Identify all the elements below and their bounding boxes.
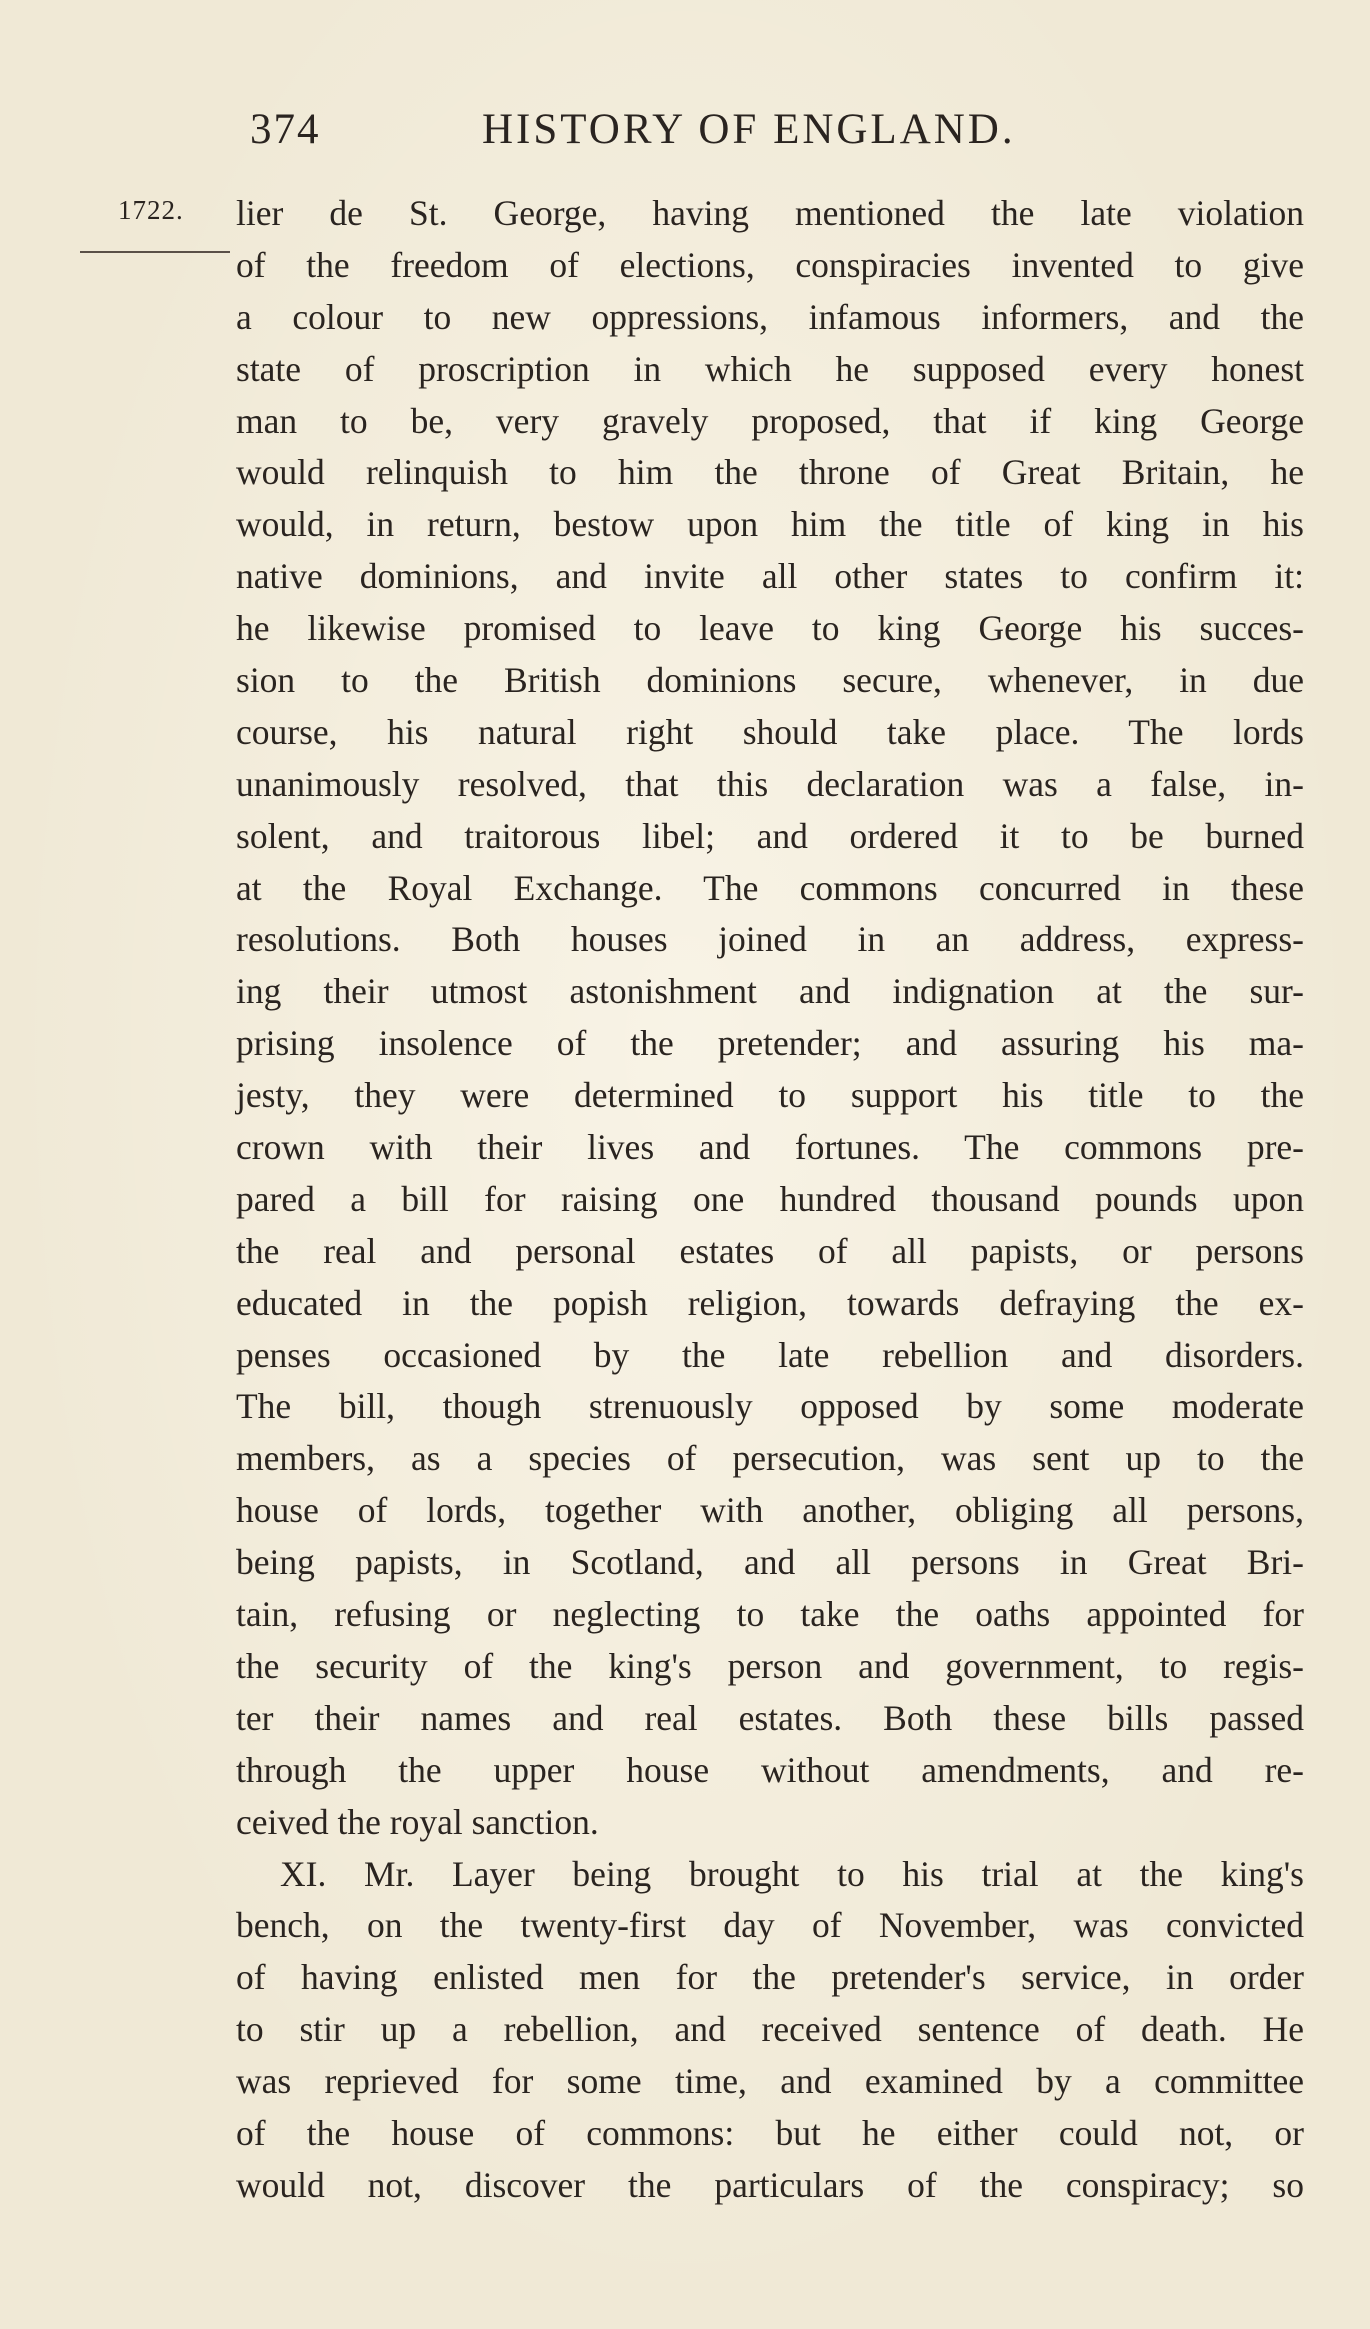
text-line: ceived the royal sanction. [236, 1801, 599, 1842]
text-line: resolutions. Both houses joined in an address, express- [236, 919, 1304, 960]
text-line: state of proscription in which he supposed every honest [236, 348, 1304, 389]
text-line: of the house of commons: but he either could not, or [236, 2112, 1304, 2153]
text-line: solent, and traitorous libel; and ordered it to be burned [236, 815, 1304, 856]
text-line: The bill, though strenuously opposed by some moderate [236, 1386, 1304, 1427]
text-line: educated in the popish religion, towards defraying the ex- [236, 1282, 1304, 1323]
text-line: members, as a species of persecution, was sent up to the [236, 1438, 1304, 1479]
text-line: house of lords, together with another, obliging all persons, [236, 1490, 1304, 1531]
text-line: would relinquish to him the throne of Great Britain, he [236, 452, 1304, 493]
text-line: course, his natural right should take place. The lords [236, 711, 1304, 752]
text-line: jesty, they were determined to support his title to the [236, 1075, 1304, 1116]
text-line: prising insolence of the pretender; and assuring his ma- [236, 1023, 1304, 1064]
text-line: penses occasioned by the late rebellion and disorders. [236, 1334, 1304, 1375]
text-line: through the upper house without amendments, and re- [236, 1749, 1304, 1790]
text-line: tain, refusing or neglecting to take the oaths appointed for [236, 1594, 1304, 1635]
text-line: a colour to new oppressions, infamous informers, and the [236, 296, 1304, 337]
text-line: the security of the king's person and government, to regis- [236, 1645, 1304, 1686]
text-line: was reprieved for some time, and examined by a committee [236, 2061, 1304, 2102]
text-line: XI. Mr. Layer being brought to his trial at the king's [280, 1853, 1304, 1894]
text-line: to stir up a rebellion, and received sentence of death. He [236, 2009, 1304, 2050]
margin-year-note: 1722. [118, 195, 184, 225]
text-line: man to be, very gravely proposed, that if king George [236, 400, 1304, 441]
text-line: he likewise promised to leave to king George his succes- [236, 608, 1304, 649]
text-line: at the Royal Exchange. The commons concurred in these [236, 867, 1304, 908]
text-line: crown with their lives and fortunes. The commons pre- [236, 1127, 1304, 1168]
text-line: native dominions, and invite all other states to confirm it: [236, 556, 1304, 597]
text-line: ing their utmost astonishment and indignation at the sur- [236, 971, 1304, 1012]
text-line: the real and personal estates of all papists, or persons [236, 1230, 1304, 1271]
body-text [236, 188, 1304, 2212]
text-line: ter their names and real estates. Both these bills passed [236, 1697, 1304, 1738]
text-line: of having enlisted men for the pretender's service, in order [236, 1957, 1304, 1998]
page-number: 374 [250, 106, 321, 153]
margin-rule [80, 251, 230, 253]
text-line: being papists, in Scotland, and all persons in Great Bri- [236, 1542, 1304, 1583]
text-line: pared a bill for raising one hundred thousand pounds upon [236, 1178, 1304, 1219]
running-title: HISTORY OF ENGLAND. [482, 106, 1016, 153]
running-head [250, 105, 1130, 165]
text-line: lier de St. George, having mentioned the late violation [236, 193, 1304, 233]
text-line: unanimously resolved, that this declaration was a false, in- [236, 763, 1304, 804]
text-line: would, in return, bestow upon him the title of king in his [236, 504, 1304, 545]
text-line: of the freedom of elections, conspiracies invented to give [236, 244, 1304, 285]
text-line: sion to the British dominions secure, whenever, in due [236, 660, 1304, 701]
text-line: would not, discover the particulars of the conspiracy; so [236, 2164, 1304, 2205]
text-line: bench, on the twenty-first day of November, was convicted [236, 1905, 1304, 1946]
